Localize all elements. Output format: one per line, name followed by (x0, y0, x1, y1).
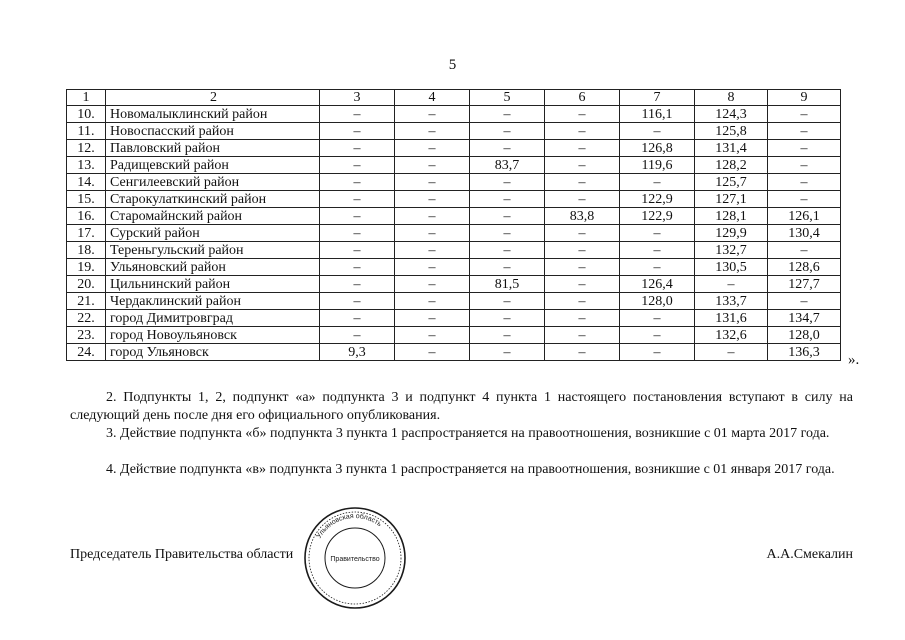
value-cell: – (395, 259, 470, 276)
value-cell: – (620, 225, 695, 242)
value-cell: – (320, 123, 395, 140)
value-cell: – (545, 344, 620, 361)
value-cell: – (320, 208, 395, 225)
value-cell: – (545, 310, 620, 327)
paragraph-2-text: 2. Подпункты 1, 2, подпункт «а» подпункта 3 и подпункт 4 пункта 1 настоящего постановления вступают в силу на следующий день после дня его официального опубликования. (70, 390, 853, 423)
table-row (67, 140, 841, 157)
district-name-cell: Тереньгульский район (106, 242, 320, 259)
signer-title: Председатель Правительства области (70, 547, 294, 562)
paragraph-4-text: 4. Действие подпункта «в» подпункта 3 пункта 1 распространяется на правоотношения, возникшие с 01 января 2017 года. (106, 462, 835, 477)
value-cell: – (620, 123, 695, 140)
value-cell: 126,4 (620, 276, 695, 293)
value-cell: 133,7 (695, 293, 768, 310)
value-cell: – (320, 157, 395, 174)
value-cell: 131,6 (695, 310, 768, 327)
value-cell: 83,7 (470, 157, 545, 174)
table-header-row (67, 90, 841, 106)
value-cell: 128,2 (695, 157, 768, 174)
table-header-cell: 1 (67, 90, 106, 106)
value-cell: – (620, 259, 695, 276)
district-name-cell: Новоспасский район (106, 123, 320, 140)
value-cell: – (470, 191, 545, 208)
value-cell: 127,1 (695, 191, 768, 208)
value-cell: – (470, 123, 545, 140)
value-cell: – (768, 140, 841, 157)
page-number: 5 (448, 57, 457, 73)
table-row (67, 293, 841, 310)
district-name-cell: Ульяновский район (106, 259, 320, 276)
value-cell: 127,7 (768, 276, 841, 293)
value-cell: – (395, 293, 470, 310)
value-cell: 134,7 (768, 310, 841, 327)
value-cell: – (768, 242, 841, 259)
row-number-cell: 11. (67, 123, 106, 140)
table-row (67, 276, 841, 293)
value-cell: – (320, 242, 395, 259)
row-number-cell: 23. (67, 327, 106, 344)
paragraph-2 (70, 389, 853, 425)
value-cell: – (320, 327, 395, 344)
value-cell: 125,7 (695, 174, 768, 191)
row-number-cell: 14. (67, 174, 106, 191)
value-cell: – (395, 208, 470, 225)
value-cell: 128,6 (768, 259, 841, 276)
row-number-cell: 24. (67, 344, 106, 361)
value-cell: – (620, 310, 695, 327)
row-number-cell: 21. (67, 293, 106, 310)
value-cell: 130,5 (695, 259, 768, 276)
value-cell: – (545, 293, 620, 310)
table-header-cell: 7 (620, 90, 695, 106)
value-cell: 119,6 (620, 157, 695, 174)
value-cell: – (395, 242, 470, 259)
value-cell: 126,1 (768, 208, 841, 225)
value-cell: – (545, 174, 620, 191)
value-cell: 136,3 (768, 344, 841, 361)
value-cell: – (470, 259, 545, 276)
value-cell: 132,7 (695, 242, 768, 259)
value-cell: – (395, 123, 470, 140)
value-cell: 129,9 (695, 225, 768, 242)
district-name-cell: Сенгилеевский район (106, 174, 320, 191)
table-row (67, 174, 841, 191)
row-number-cell: 17. (67, 225, 106, 242)
seal-inner-text: Правительство (330, 556, 380, 563)
official-seal (300, 503, 410, 613)
table-row (67, 259, 841, 276)
value-cell: – (768, 293, 841, 310)
value-cell: – (620, 174, 695, 191)
value-cell: – (395, 310, 470, 327)
value-cell: – (620, 344, 695, 361)
value-cell: 128,0 (620, 293, 695, 310)
value-cell: – (470, 293, 545, 310)
table-header-cell: 2 (106, 90, 320, 106)
row-number-cell: 10. (67, 106, 106, 123)
value-cell: – (395, 140, 470, 157)
value-cell: – (320, 191, 395, 208)
value-cell: – (768, 191, 841, 208)
table-body (67, 90, 841, 361)
table-row (67, 344, 841, 361)
table-row (67, 242, 841, 259)
value-cell: 128,1 (695, 208, 768, 225)
value-cell: 124,3 (695, 106, 768, 123)
value-cell: 81,5 (470, 276, 545, 293)
value-cell: 9,3 (320, 344, 395, 361)
value-cell: – (545, 123, 620, 140)
district-name-cell: Павловский район (106, 140, 320, 157)
value-cell: – (545, 225, 620, 242)
value-cell: 126,8 (620, 140, 695, 157)
value-cell: – (320, 174, 395, 191)
value-cell: – (395, 174, 470, 191)
value-cell: – (395, 327, 470, 344)
value-cell: – (470, 225, 545, 242)
seal-outer-text: Ульяновская область (315, 512, 383, 540)
value-cell: – (395, 344, 470, 361)
value-cell: 122,9 (620, 208, 695, 225)
row-number-cell: 20. (67, 276, 106, 293)
value-cell: – (545, 276, 620, 293)
data-table (66, 89, 841, 361)
value-cell: – (470, 327, 545, 344)
signer-name: А.А.Смекалин (766, 547, 853, 562)
value-cell: – (395, 276, 470, 293)
table-header-cell: 9 (768, 90, 841, 106)
table-row (67, 106, 841, 123)
table-row (67, 327, 841, 344)
district-name-cell: город Димитровград (106, 310, 320, 327)
district-name-cell: Сурский район (106, 225, 320, 242)
closing-quote: ». (848, 352, 860, 368)
row-number-cell: 19. (67, 259, 106, 276)
district-name-cell: Чердаклинский район (106, 293, 320, 310)
value-cell: 132,6 (695, 327, 768, 344)
table-header-cell: 3 (320, 90, 395, 106)
value-cell: – (545, 106, 620, 123)
row-number-cell: 13. (67, 157, 106, 174)
value-cell: – (395, 225, 470, 242)
district-name-cell: Новомалыклинский район (106, 106, 320, 123)
table-row (67, 208, 841, 225)
district-name-cell: город Новоульяновск (106, 327, 320, 344)
value-cell: – (768, 123, 841, 140)
row-number-cell: 12. (67, 140, 106, 157)
value-cell: 131,4 (695, 140, 768, 157)
value-cell: – (470, 174, 545, 191)
value-cell: – (320, 293, 395, 310)
district-name-cell: Радищевский район (106, 157, 320, 174)
value-cell: – (395, 157, 470, 174)
paragraph-3 (70, 425, 853, 443)
district-name-cell: Старомайнский район (106, 208, 320, 225)
table-header-cell: 6 (545, 90, 620, 106)
table-header-cell: 4 (395, 90, 470, 106)
district-name-cell: Старокулаткинский район (106, 191, 320, 208)
value-cell: – (545, 157, 620, 174)
value-cell: 122,9 (620, 191, 695, 208)
value-cell: – (470, 344, 545, 361)
row-number-cell: 22. (67, 310, 106, 327)
value-cell: – (395, 191, 470, 208)
value-cell: – (620, 327, 695, 344)
value-cell: – (620, 242, 695, 259)
value-cell: 130,4 (768, 225, 841, 242)
value-cell: 116,1 (620, 106, 695, 123)
value-cell: – (320, 140, 395, 157)
district-name-cell: Цильнинский район (106, 276, 320, 293)
table-row (67, 310, 841, 327)
value-cell: – (320, 106, 395, 123)
value-cell: – (768, 157, 841, 174)
table-header-cell: 8 (695, 90, 768, 106)
value-cell: 83,8 (545, 208, 620, 225)
value-cell: – (695, 276, 768, 293)
value-cell: – (545, 327, 620, 344)
value-cell: – (545, 191, 620, 208)
table-row (67, 191, 841, 208)
table-header-cell: 5 (470, 90, 545, 106)
table-row (67, 123, 841, 140)
row-number-cell: 18. (67, 242, 106, 259)
value-cell: – (768, 174, 841, 191)
value-cell: 128,0 (768, 327, 841, 344)
table-row (67, 225, 841, 242)
value-cell: – (470, 208, 545, 225)
value-cell: – (545, 140, 620, 157)
value-cell: – (320, 259, 395, 276)
paragraph-4 (70, 461, 853, 479)
value-cell: – (470, 106, 545, 123)
value-cell: – (470, 310, 545, 327)
value-cell: – (545, 259, 620, 276)
value-cell: – (470, 140, 545, 157)
value-cell: – (320, 276, 395, 293)
value-cell: – (320, 310, 395, 327)
paragraph-3-text: 3. Действие подпункта «б» подпункта 3 пункта 1 распространяется на правоотношения, возникшие с 01 марта 2017 года. (106, 426, 830, 441)
district-name-cell: город Ульяновск (106, 344, 320, 361)
table-row (67, 157, 841, 174)
value-cell: – (545, 242, 620, 259)
value-cell: – (320, 225, 395, 242)
value-cell: – (395, 106, 470, 123)
value-cell: 125,8 (695, 123, 768, 140)
value-cell: – (768, 106, 841, 123)
value-cell: – (470, 242, 545, 259)
row-number-cell: 16. (67, 208, 106, 225)
row-number-cell: 15. (67, 191, 106, 208)
value-cell: – (695, 344, 768, 361)
